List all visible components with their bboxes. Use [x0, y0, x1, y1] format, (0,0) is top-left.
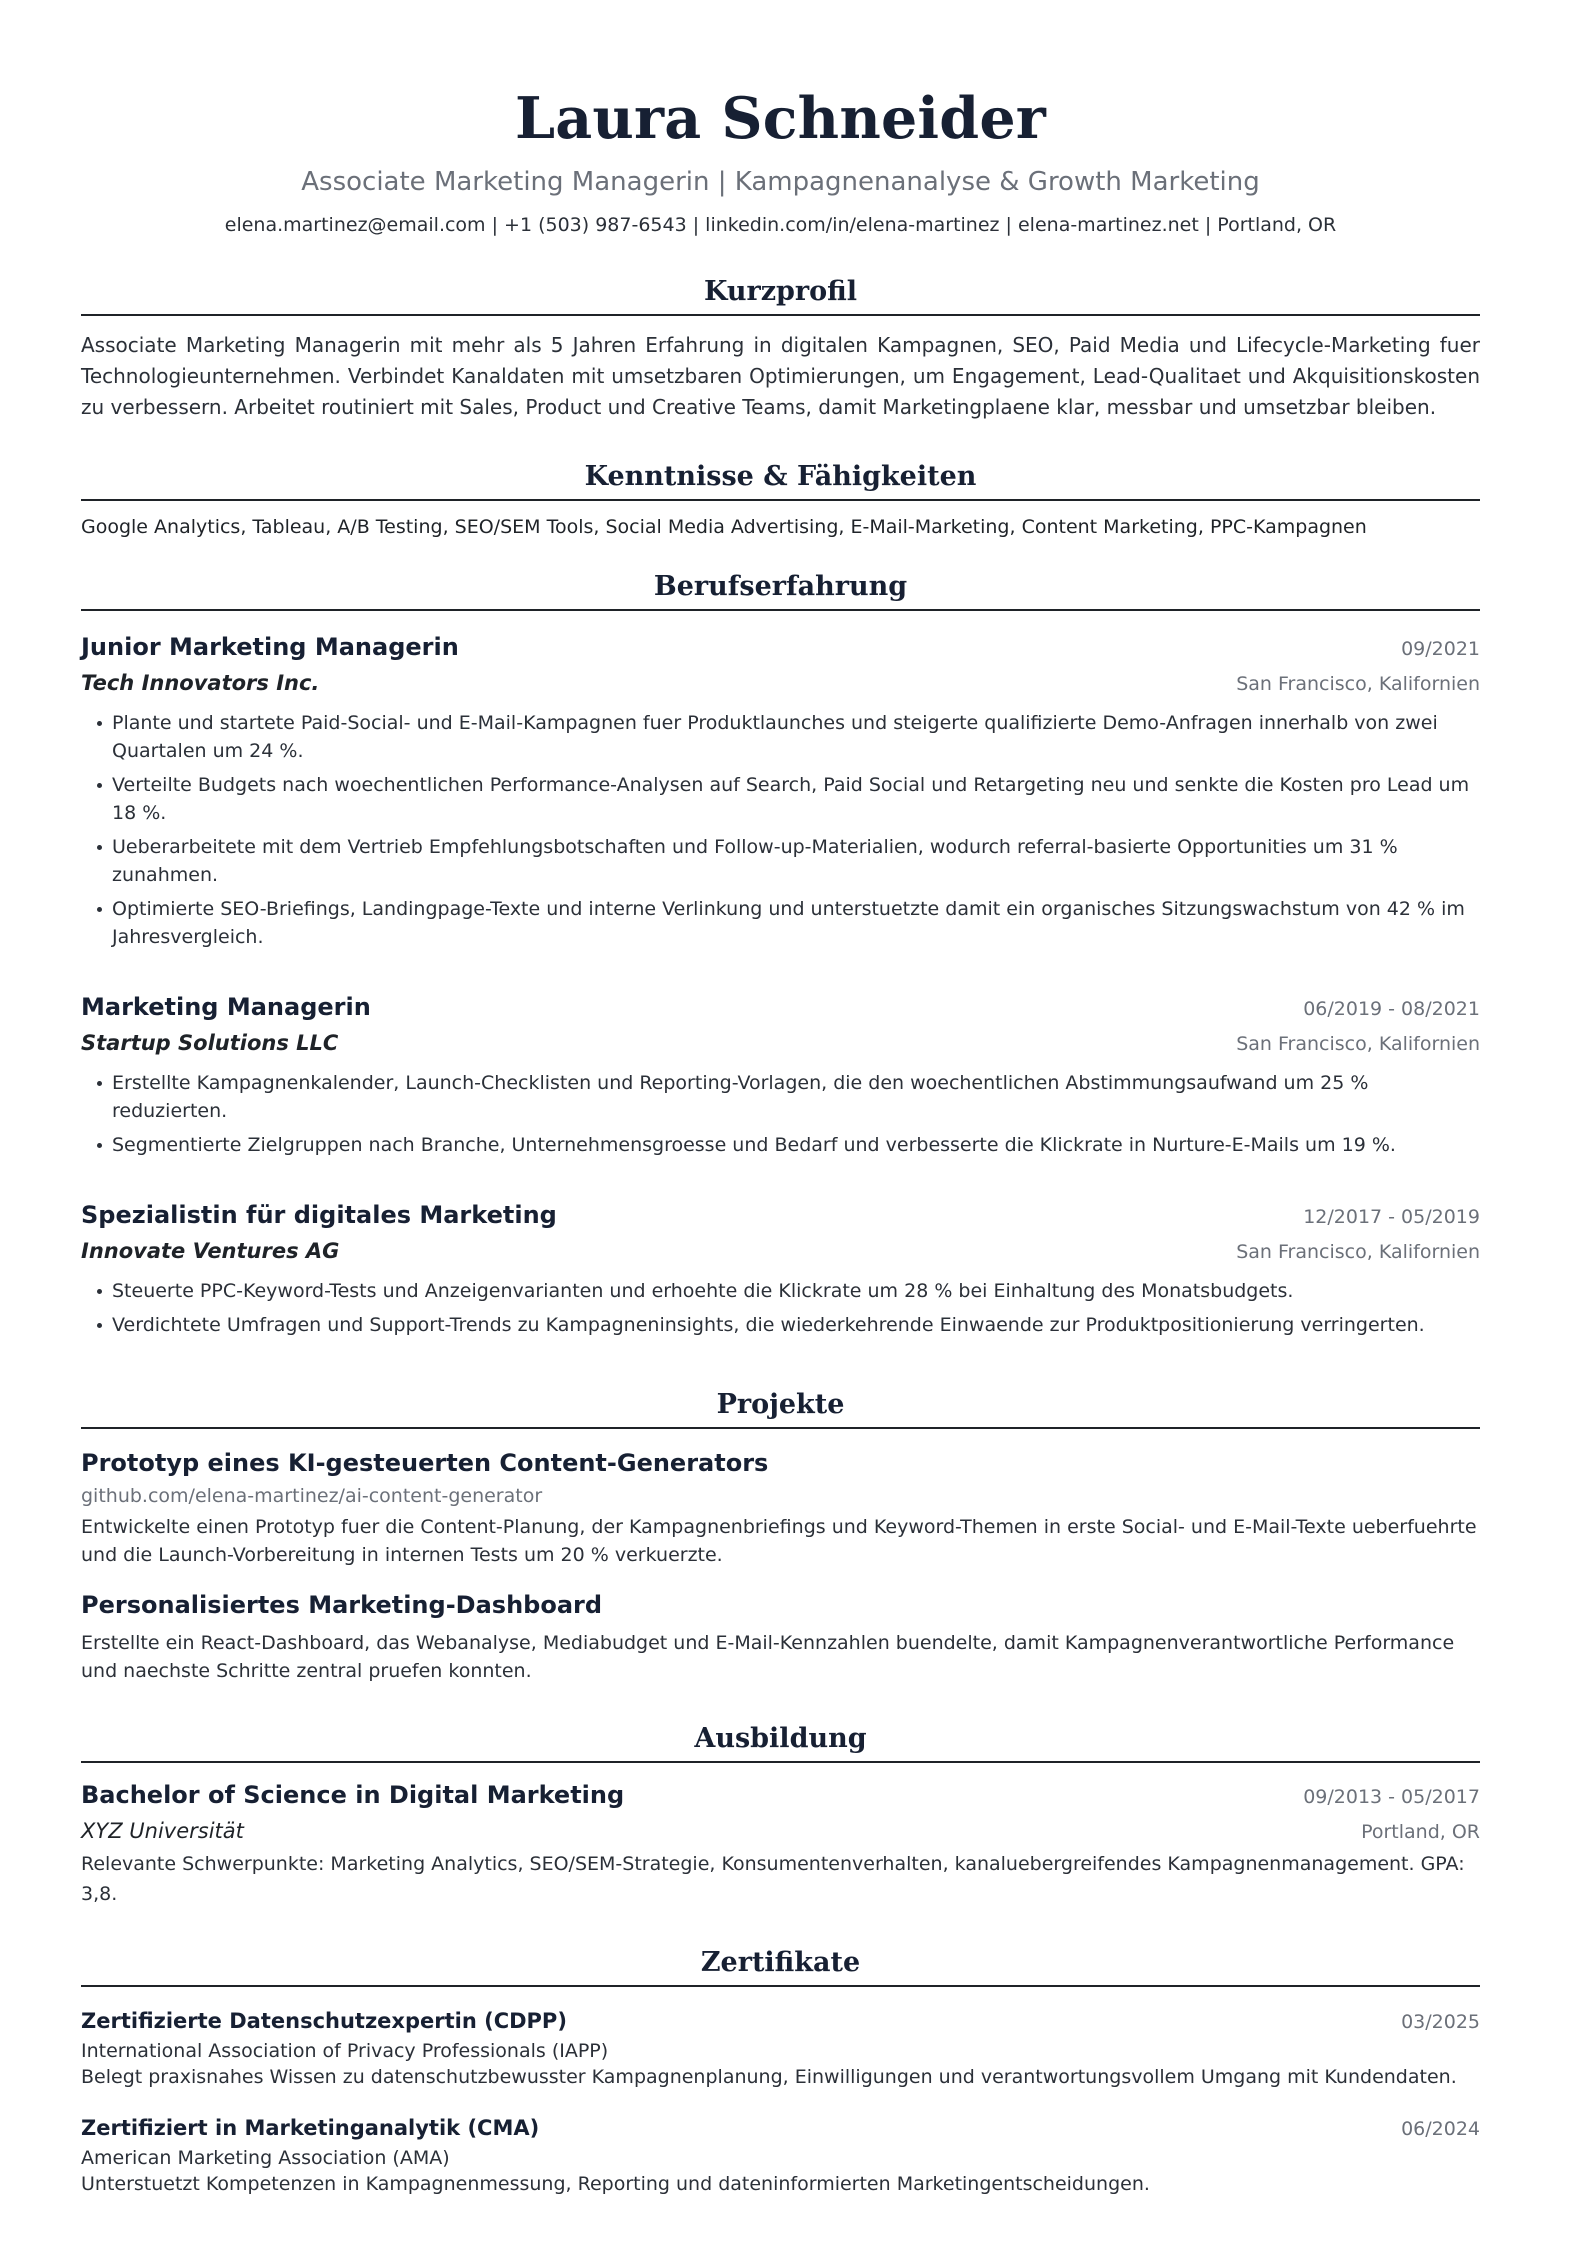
- job-bullet: Optimierte SEO-Briefings, Landingpage-Texte und interne Verlinkung und unterstuetzte damit ein organisches Sitzungswachstum von 42 % im Jahresvergleich.: [112, 895, 1480, 951]
- job-title: Spezialistin für digitales Marketing: [81, 1201, 557, 1229]
- skills-text: Google Analytics, Tableau, A/B Testing, SEO/SEM Tools, Social Media Advertising, E-Mail-Marketing, Content Marketing, PPC-Kampagnen: [81, 516, 1367, 538]
- job-bullets: [81, 1069, 1480, 1159]
- project-title: Personalisiertes Marketing-Dashboard: [81, 1591, 603, 1619]
- job-company: Startup Solutions LLC: [81, 1031, 339, 1055]
- certificate-title: Zertifiziert in Marketinganalytik (CMA): [81, 2116, 540, 2140]
- certificate-entry: [81, 2112, 1480, 2197]
- section-title-projects: Projekte: [81, 1385, 1480, 1429]
- education-date: 09/2013 - 05/2017: [1303, 1786, 1480, 1808]
- school-location: Portland, OR: [1361, 1821, 1480, 1843]
- candidate-tagline: Associate Marketing Managerin | Kampagnenanalyse & Growth Marketing: [301, 167, 1260, 197]
- project-description: Erstellte ein React-Dashboard, das Webanalyse, Mediabudget und E-Mail-Kennzahlen buendelte, damit Kampagnenverantwortliche Performance und naechste Schritte zentral pruefen konnten.: [81, 1632, 1455, 1682]
- job-bullets: [81, 709, 1480, 951]
- skills-section: [81, 457, 1480, 541]
- job-entry: [81, 1197, 1480, 1339]
- job-title: Junior Marketing Managerin: [81, 633, 459, 661]
- projects-section: [81, 1385, 1480, 1685]
- section-title-skills: Kenntnisse & Fähigkeiten: [81, 457, 1480, 501]
- project-description: Entwickelte einen Prototyp fuer die Content-Planung, der Kampagnenbriefings und Keyword-Themen in erste Social- und E-Mail-Texte ueberfuehrte und die Launch-Vorbereitung in internen Tests um 20 % verkuerzte.: [81, 1516, 1477, 1566]
- summary-text: Associate Marketing Managerin mit mehr als 5 Jahren Erfahrung in digitalen Kampagnen, SEO, Paid Media und Lifecycle-Marketing fuer Technologieunternehmen. Verbindet Kanaldaten mit umsetzbaren Optimierungen, um Engagement, Lead-Qualitaet und Akquisitionskosten zu verbessern. Arbeitet routiniert mit Sales, Product und Creative Teams, damit Marketingplaene klar, messbar und umsetzbar bleiben.: [81, 333, 1480, 419]
- project-title: Prototyp eines KI-gesteuerten Content-Generators: [81, 1449, 769, 1477]
- job-location: San Francisco, Kalifornien: [1236, 673, 1480, 695]
- job-date: 09/2021: [1401, 638, 1480, 660]
- education-entry: [81, 1777, 1480, 1909]
- education-note: Relevante Schwerpunkte: Marketing Analytics, SEO/SEM-Strategie, Konsumentenverhalten, kanaluebergreifendes Kampagnenmanagement. GPA: 3,8.: [81, 1853, 1465, 1905]
- job-bullets: [81, 1277, 1480, 1339]
- job-bullet: Ueberarbeitete mit dem Vertrieb Empfehlungsbotschaften und Follow-up-Materialien, wodurch referral-basierte Opportunities um 31 % zunahmen.: [112, 833, 1480, 889]
- certificate-issuer: American Marketing Association (AMA): [81, 2147, 450, 2169]
- contact-line: elena.martinez@email.com | +1 (503) 987-6543 | linkedin.com/in/elena-martinez | elena-martinez.net | Portland, OR: [224, 214, 1337, 236]
- certificate-issuer: International Association of Privacy Professionals (IAPP): [81, 2040, 609, 2062]
- job-bullet: Steuerte PPC-Keyword-Tests und Anzeigenvarianten und erhoehte die Klickrate um 28 % bei Einhaltung des Monatsbudgets.: [112, 1277, 1480, 1305]
- job-bullet: Plante und startete Paid-Social- und E-Mail-Kampagnen fuer Produktlaunches und steigerte qualifizierte Demo-Anfragen innerhalb von zwei Quartalen um 24 %.: [112, 709, 1480, 765]
- job-entry: [81, 629, 1480, 951]
- job-bullet: Verdichtete Umfragen und Support-Trends zu Kampagneninsights, die wiederkehrende Einwaende zur Produktpositionierung verringerten.: [112, 1311, 1480, 1339]
- section-title-education: Ausbildung: [81, 1719, 1480, 1763]
- section-title-experience: Berufserfahrung: [81, 567, 1480, 611]
- job-bullet: Segmentierte Zielgruppen nach Branche, Unternehmensgroesse und Bedarf und verbesserte die Klickrate in Nurture-E-Mails um 19 %.: [112, 1131, 1480, 1159]
- certificate-description: Belegt praxisnahes Wissen zu datenschutzbewusster Kampagnenplanung, Einwilligungen und verantwortungsvollem Umgang mit Kundendaten.: [81, 2066, 1457, 2088]
- job-company: Tech Innovators Inc.: [81, 671, 320, 695]
- job-bullet: Verteilte Budgets nach woechentlichen Performance-Analysen auf Search, Paid Social und Retargeting neu und senkte die Kosten pro Lead um 18 %.: [112, 771, 1480, 827]
- section-title-summary: Kurzprofil: [81, 272, 1480, 316]
- job-title: Marketing Managerin: [81, 993, 371, 1021]
- job-bullet: Erstellte Kampagnenkalender, Launch-Checklisten und Reporting-Vorlagen, die den woechentlichen Abstimmungsaufwand um 25 % reduzierten.: [112, 1069, 1480, 1125]
- school-name: XYZ Universität: [81, 1819, 244, 1843]
- certificate-entry: [81, 2005, 1480, 2090]
- job-location: San Francisco, Kalifornien: [1236, 1241, 1480, 1263]
- certificate-date: 03/2025: [1401, 2011, 1480, 2033]
- job-location: San Francisco, Kalifornien: [1236, 1033, 1480, 1055]
- certificate-title: Zertifizierte Datenschutzexpertin (CDPP): [81, 2009, 567, 2033]
- degree-title: Bachelor of Science in Digital Marketing: [81, 1781, 625, 1809]
- resume-header: [81, 0, 1480, 238]
- candidate-name: Laura Schneider: [514, 85, 1047, 152]
- project-link[interactable]: github.com/elena-martinez/ai-content-generator: [81, 1485, 543, 1507]
- job-entry: [81, 989, 1480, 1159]
- section-title-certificates: Zertifikate: [81, 1943, 1480, 1987]
- job-date: 12/2017 - 05/2019: [1303, 1206, 1480, 1228]
- certificate-description: Unterstuetzt Kompetenzen in Kampagnenmessung, Reporting und dateninformierten Marketingentscheidungen.: [81, 2173, 1150, 2195]
- job-company: Innovate Ventures AG: [81, 1239, 340, 1263]
- certificates-section: [81, 1943, 1480, 2197]
- project-entry: [81, 1445, 1480, 1569]
- education-section: [81, 1719, 1480, 1909]
- job-date: 06/2019 - 08/2021: [1303, 998, 1480, 1020]
- summary-section: [81, 272, 1480, 423]
- certificate-date: 06/2024: [1401, 2118, 1480, 2140]
- project-entry: [81, 1587, 1480, 1685]
- experience-section: [81, 567, 1480, 1339]
